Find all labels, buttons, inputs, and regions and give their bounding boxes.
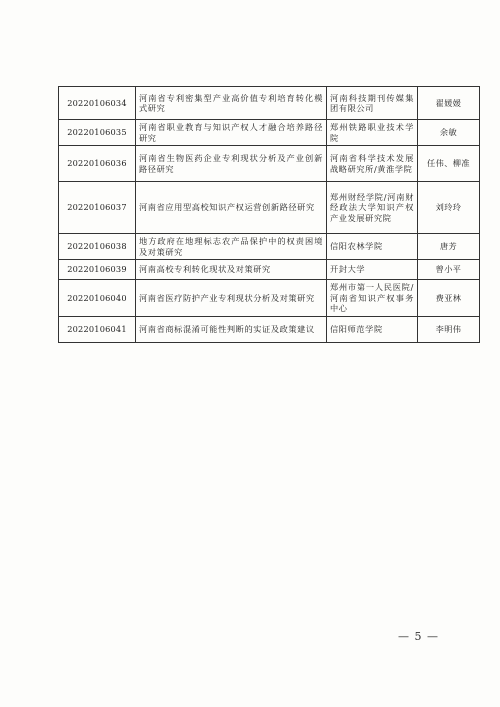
project-leader: 刘玲玲 [418, 182, 480, 234]
project-title: 河南省专利密集型产业高价值专利培育转化模式研究 [136, 87, 327, 120]
project-leader: 余敏 [418, 120, 480, 146]
table-row [59, 87, 480, 120]
project-id: 20220106037 [59, 182, 136, 234]
table-row [59, 260, 480, 280]
project-id: 20220106041 [59, 316, 136, 342]
table-row [59, 182, 480, 234]
project-id: 20220106038 [59, 234, 136, 260]
project-unit: 河南省科学技术发展战略研究所/黄淮学院 [327, 146, 418, 182]
table-row [59, 120, 480, 146]
project-unit: 信阳农林学院 [327, 234, 418, 260]
project-title: 河南省商标混淆可能性判断的实证及政策建议 [136, 316, 327, 342]
page-number: — 5 — [398, 630, 439, 643]
table-row [59, 234, 480, 260]
project-id: 20220106035 [59, 120, 136, 146]
table-row [59, 316, 480, 342]
project-unit: 河南科技期刊传媒集团有限公司 [327, 87, 418, 120]
project-unit: 郑州财经学院/河南财经政法大学知识产权产业发展研究院 [327, 182, 418, 234]
project-title: 河南省应用型高校知识产权运营创新路径研究 [136, 182, 327, 234]
project-title: 河南省职业教育与知识产权人才融合培养路径研究 [136, 120, 327, 146]
project-id: 20220106036 [59, 146, 136, 182]
project-title: 河南高校专利转化现状及对策研究 [136, 260, 327, 280]
table-row [59, 146, 480, 182]
project-title: 河南省医疗防护产业专利现状分析及对策研究 [136, 280, 327, 317]
project-unit: 郑州市第一人民医院/河南省知识产权事务中心 [327, 280, 418, 317]
project-id: 20220106034 [59, 87, 136, 120]
project-leader: 李明伟 [418, 316, 480, 342]
project-leader: 唐芳 [418, 234, 480, 260]
project-leader: 翟媛媛 [418, 87, 480, 120]
project-leader: 任伟、柳准 [418, 146, 480, 182]
project-id: 20220106040 [59, 280, 136, 317]
project-title: 河南省生物医药企业专利现状分析及产业创新路径研究 [136, 146, 327, 182]
project-unit: 郑州铁路职业技术学院 [327, 120, 418, 146]
table-row [59, 280, 480, 317]
project-unit: 开封大学 [327, 260, 418, 280]
project-title: 地方政府在地理标志农产品保护中的权责困境及对策研究 [136, 234, 327, 260]
project-table [58, 86, 480, 343]
project-unit: 信阳师范学院 [327, 316, 418, 342]
project-leader: 费亚林 [418, 280, 480, 317]
project-leader: 曾小平 [418, 260, 480, 280]
project-id: 20220106039 [59, 260, 136, 280]
